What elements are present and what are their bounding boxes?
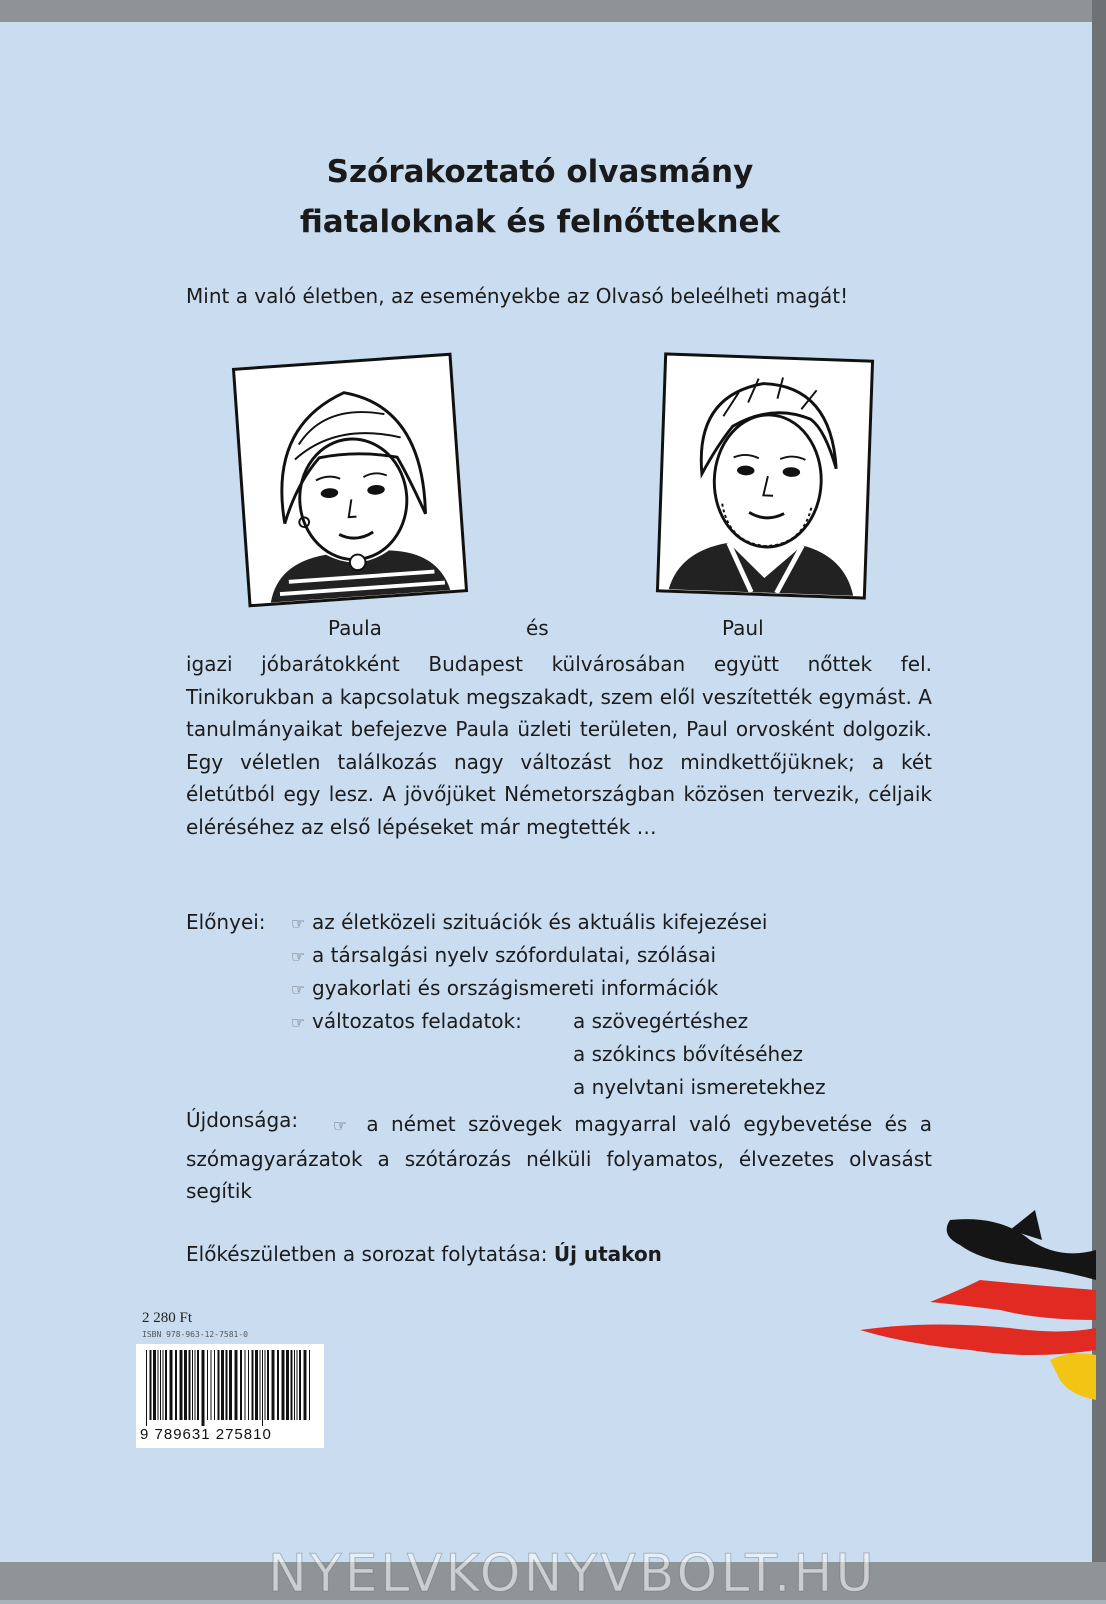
barcode-bar [267,1350,269,1420]
paula-portrait [232,353,468,608]
paul-drawing [659,356,871,597]
barcode-bar [286,1350,289,1420]
barcode-bar [297,1350,298,1420]
tagline: Mint a való életben, az eseményekbe az Olvasó beleélheti magát! [186,284,849,308]
barcode-bar [197,1350,199,1420]
barcode-bar [299,1350,301,1420]
pointing-hand-icon: ☞ [290,947,306,966]
novelty-paragraph: ☞ a német szövegek magyarral való egybevetése és a szómagyarázatok a szótározás nélküli folyamatos, élvezetes olvasást segítik [186,1112,932,1203]
barcode-bar [184,1350,187,1420]
barcode-bar [195,1350,196,1420]
barcode-bar [221,1350,224,1420]
barcode-bar [165,1350,167,1420]
barcode-bar [277,1350,279,1420]
barcode-bar [309,1350,310,1420]
series-note: Előkészületben a sorozat folytatása: Új utakon [186,1242,662,1266]
task-item: a szókincs bővítéséhez [573,1042,804,1066]
barcode-bar [211,1350,212,1420]
pointing-hand-icon: ☞ [290,1013,306,1032]
barcode-bar [272,1350,275,1420]
title-line-2: fiataloknak és felnőtteknek [299,204,781,240]
barcode-bar [150,1350,152,1420]
barcode-bar [235,1350,238,1420]
barcode-bar [146,1350,147,1426]
barcode-bar [260,1350,261,1420]
barcode-bar [202,1350,205,1426]
barcode-bar [229,1350,232,1420]
summary-paragraph: igazi jóbarátokként Budapest külvárosában együtt nőttek fel. Tinikorukban a kapcsolatuk megszakadt, szem elől veszítették egymást. A tanulmányaikat befejezve Paula üzleti területen, Paul orvosként dolgozik. Egy véletlen találkozás nagy változást hoz mindkettőjüknek; a két életútból egy lesz. A jövőjüket Németországban közösen tervezik, céljaik eléréséhez az első lépéseket már megtették … [186,652,932,839]
flag-splash-decoration [830,1210,1096,1410]
barcode-bar [175,1350,177,1420]
barcode-bar [291,1350,293,1420]
barcode-bar [282,1350,285,1420]
watermark: NYELVKONYVBOLT.HU [268,1544,877,1604]
paula-drawing [235,356,465,604]
barcode-bar [255,1350,258,1420]
barcode-bar [265,1350,266,1420]
advantage-item: ☞ változatos feladatok: [284,1009,522,1033]
name-paul: Paul [722,616,764,640]
barcode-bar [252,1350,254,1420]
barcode [136,1344,324,1448]
advantage-item: ☞ gyakorlati és országismereti információk [284,976,718,1000]
paul-portrait [656,352,874,599]
barcode-bar [189,1350,191,1420]
barcode-bar [245,1350,246,1420]
barcode-bar [160,1350,161,1420]
barcode-bar [240,1350,242,1420]
price: 2 280 Ft [142,1310,193,1326]
barcode-digits: 9 789631 275810 [140,1426,272,1443]
task-item: a szövegértéshez [573,1009,749,1033]
title-line-1: Szórakoztató olvasmány [326,154,754,190]
barcode-bar [214,1350,215,1420]
barcode-bar [248,1350,249,1420]
name-paula: Paula [328,616,382,640]
barcode-bars [144,1350,316,1426]
series-title: Új utakon [553,1242,662,1266]
name-connector: és [526,616,549,640]
pointing-hand-icon: ☞ [290,914,306,933]
barcode-bar [192,1350,193,1420]
barcode-bar [158,1350,159,1420]
novelty-label: Újdonsága: [186,1108,299,1132]
barcode-bar [226,1350,228,1420]
barcode-bar [207,1350,208,1420]
task-item: a nyelvtani ismeretekhez [573,1075,826,1099]
barcode-bar [218,1350,220,1420]
pointing-hand-icon: ☞ [332,1116,348,1135]
barcode-bar [170,1350,173,1420]
isbn: ISBN 978-963-12-7581-0 [142,1330,248,1339]
advantage-item: ☞ a társalgási nyelv szófordulatai, szólásai [284,943,716,967]
barcode-bar [262,1350,263,1426]
advantages-label: Előnyei: [186,910,266,934]
barcode-bar [294,1350,295,1420]
barcode-bar [153,1350,156,1420]
barcode-bar [304,1350,307,1420]
barcode-bar [163,1350,164,1420]
advantage-item: ☞ az életközeli szituációk és aktuális kifejezései [284,910,768,934]
barcode-bar [180,1350,183,1420]
pointing-hand-icon: ☞ [290,980,306,999]
